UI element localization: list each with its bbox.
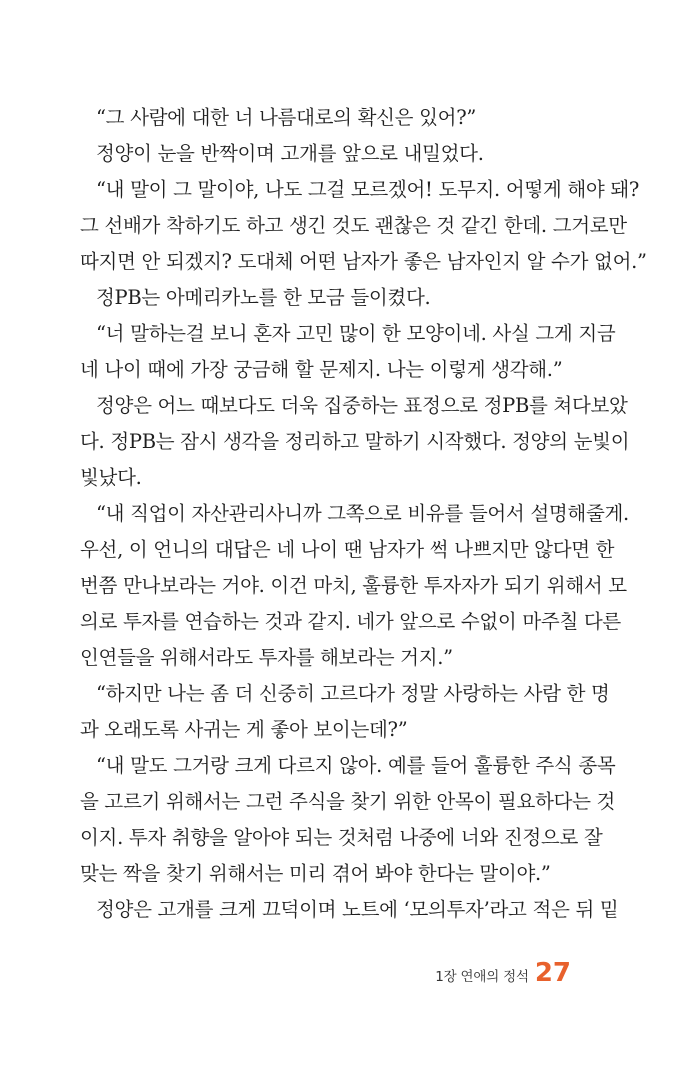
text-line: “내 말이 그 말이야, 나도 그걸 모르겠어! 도무지. 어떻게 해야 돼? <box>96 178 640 201</box>
text-line: 맞는 짝을 찾기 위해서는 미리 겪어 봐야 한다는 말이야.” <box>80 862 551 885</box>
text-line: 이지. 투자 취향을 알아야 되는 것처럼 나중에 너와 진정으로 잘 <box>80 826 603 849</box>
page-footer <box>435 958 571 988</box>
text-line: 과 오래도록 사귀는 게 좋아 보이는데?” <box>80 718 408 741</box>
chapter-title: 1장 연애의 정석 <box>435 969 529 985</box>
text-line: “그 사람에 대한 너 나름대로의 확신은 있어?” <box>96 106 477 129</box>
body-text <box>80 100 647 928</box>
text-line: 빛났다. <box>80 466 142 489</box>
text-line: 의로 투자를 연습하는 것과 같지. 네가 앞으로 수없이 마주칠 다른 <box>80 610 621 633</box>
text-line: 그 선배가 착하기도 하고 생긴 것도 괜찮은 것 같긴 한데. 그거로만 <box>80 214 627 237</box>
text-line: 다. 정PB는 잠시 생각을 정리하고 말하기 시작했다. 정양의 눈빛이 <box>80 430 630 453</box>
text-line: 을 고르기 위해서는 그런 주식을 찾기 위한 안목이 필요하다는 것 <box>80 790 616 813</box>
page-number: 27 <box>534 958 571 988</box>
text-line: “너 말하는걸 보니 혼자 고민 많이 한 모양이네. 사실 그게 지금 <box>96 322 616 345</box>
text-line: 정양은 어느 때보다도 더욱 집중하는 표정으로 정PB를 쳐다보았 <box>96 394 628 417</box>
text-line: 우선, 이 언니의 대답은 네 나이 땐 남자가 썩 나쁘지만 않다면 한 <box>80 538 615 561</box>
text-line: 번쯤 만나보라는 거야. 이건 마치, 훌륭한 투자자가 되기 위해서 모 <box>80 574 627 597</box>
text-line: 네 나이 때에 가장 궁금해 할 문제지. 나는 이렇게 생각해.” <box>80 358 563 381</box>
text-line: 따지면 안 되겠지? 도대체 어떤 남자가 좋은 남자인지 알 수가 없어.” <box>80 250 647 273</box>
text-line: “내 말도 그거랑 크게 다르지 않아. 예를 들어 훌륭한 주식 종목 <box>96 754 616 777</box>
text-line: 정PB는 아메리카노를 한 모금 들이켰다. <box>96 286 431 309</box>
text-line: “하지만 나는 좀 더 신중히 고르다가 정말 사랑하는 사람 한 명 <box>96 682 610 705</box>
text-line: 인연들을 위해서라도 투자를 해보라는 거지.” <box>80 646 453 669</box>
text-line: “내 직업이 자산관리사니까 그쪽으로 비유를 들어서 설명해줄게. <box>96 502 629 525</box>
text-line: 정양은 고개를 크게 끄덕이며 노트에 ‘모의투자’라고 적은 뒤 밑 <box>96 898 619 921</box>
text-line: 정양이 눈을 반짝이며 고개를 앞으로 내밀었다. <box>96 142 484 165</box>
